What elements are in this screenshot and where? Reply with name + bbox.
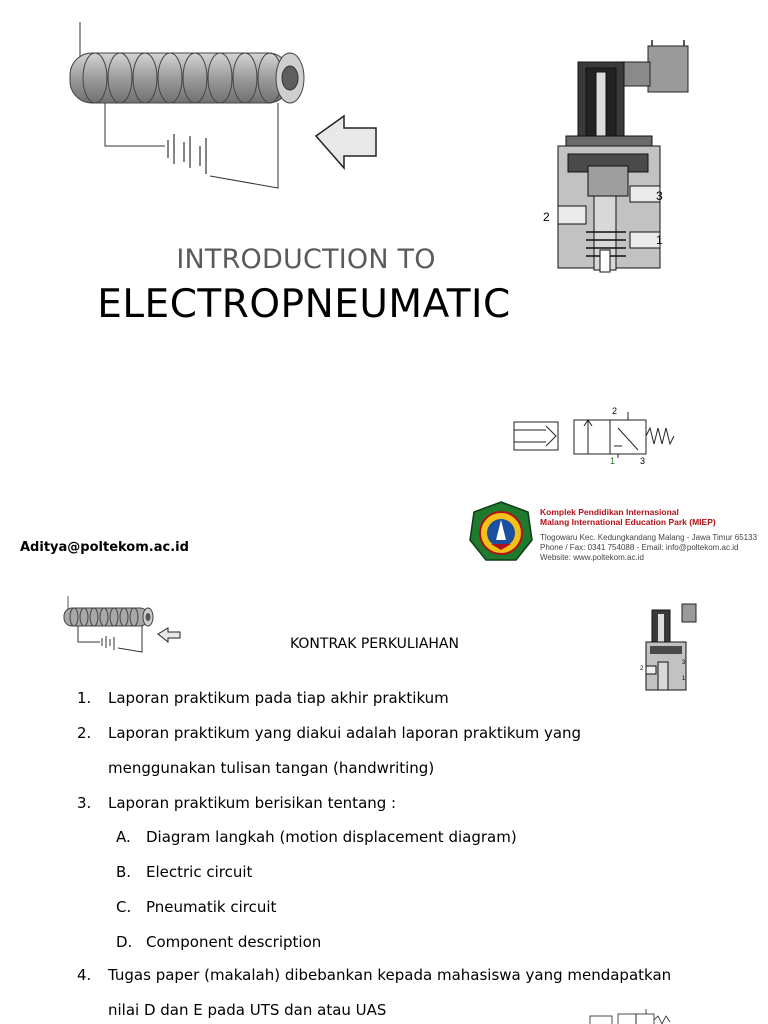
item-number: 1. — [77, 689, 92, 707]
slide-title: ELECTROPNEUMATIC — [97, 282, 511, 327]
sub-item-letter: C. — [116, 898, 132, 916]
sub-list-item: Electric circuit — [146, 863, 253, 881]
list-item: Laporan praktikum yang diakui adalah laporan praktikum yang — [108, 724, 582, 742]
thumb-valve-port-1: 1 — [682, 676, 686, 682]
valve-symbol-diagram — [510, 408, 680, 470]
slide-subtitle: INTRODUCTION TO — [176, 244, 436, 275]
symbol-port-label-1: 1 — [610, 456, 616, 466]
item-number: 2. — [77, 724, 92, 742]
institution-name — [540, 507, 716, 527]
sub-item-letter: B. — [116, 863, 132, 881]
list-item: Laporan praktikum pada tiap akhir praktikum — [108, 689, 449, 707]
institution-name-line2: Malang International Education Park (MIEP) — [540, 517, 716, 527]
symbol-port-label-2: 2 — [612, 406, 618, 416]
sub-list-item: Pneumatik circuit — [146, 898, 277, 916]
institution-contact — [540, 533, 757, 563]
list-item: Tugas paper (makalah) dibebankan kepada mahasiswa yang mendapatkan — [108, 966, 672, 984]
institution-logo — [466, 500, 536, 566]
item-number: 3. — [77, 794, 92, 812]
item-number: 4. — [77, 966, 92, 984]
valve-port-label-1: 1 — [656, 233, 663, 247]
symbol-port-label-3: 3 — [640, 456, 646, 466]
list-item-continued: nilai D dan E pada UTS dan atau UAS — [108, 1001, 387, 1019]
contract-title: KONTRAK PERKULIAHAN — [290, 636, 459, 652]
solenoid-coil-thumbnail — [60, 596, 186, 654]
solenoid-coil-illustration — [60, 18, 390, 198]
institution-name-line1: Komplek Pendidikan Internasional — [540, 507, 679, 517]
institution-website: Website: www.poltekom.ac.id — [540, 553, 644, 562]
author-email: Aditya@poltekom.ac.id — [20, 540, 189, 555]
solenoid-valve-thumbnail — [636, 600, 700, 692]
solenoid-valve-diagram — [538, 36, 698, 276]
list-item-continued: menggunakan tulisan tangan (handwriting) — [108, 759, 435, 777]
valve-port-label-2: 2 — [543, 210, 550, 224]
sub-item-letter: A. — [116, 828, 131, 846]
institution-phone: Phone / Fax: 0341 754088 - Email: info@poltekom.ac.id — [540, 543, 739, 552]
sub-list-item: Diagram langkah (motion displacement diagram) — [146, 828, 517, 846]
institution-address: Tlogowaru Kec. Kedungkandang Malang - Jawa Timur 65133 — [540, 533, 758, 542]
thumb-valve-port-3: 3 — [682, 660, 686, 666]
sub-item-letter: D. — [116, 933, 133, 951]
valve-port-label-3: 3 — [656, 189, 663, 203]
sub-list-item: Component description — [146, 933, 322, 951]
list-item: Laporan praktikum berisikan tentang : — [108, 794, 397, 812]
valve-symbol-thumbnail — [588, 1008, 688, 1024]
thumb-valve-port-2: 2 — [640, 666, 644, 672]
